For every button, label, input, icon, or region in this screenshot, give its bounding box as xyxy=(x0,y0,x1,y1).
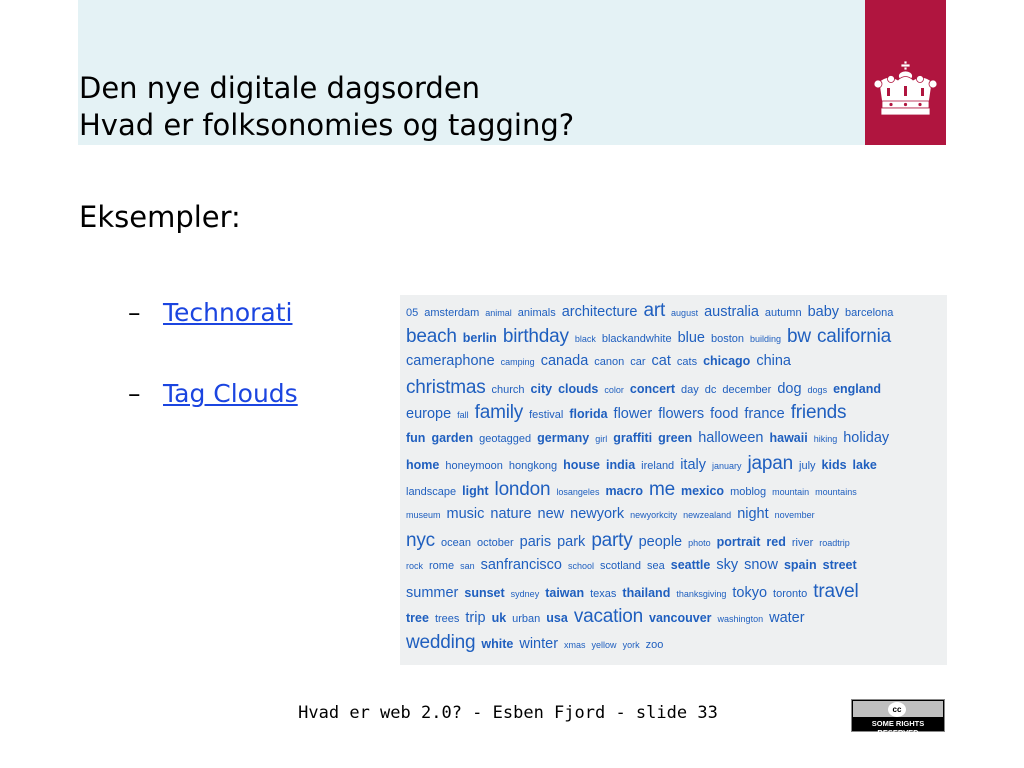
tag-item: travel xyxy=(813,580,859,602)
tag-item: street xyxy=(822,558,857,572)
tag-item: dogs xyxy=(807,384,828,395)
tag-item: river xyxy=(791,536,814,549)
tag-item: england xyxy=(833,381,881,396)
tag-item: tokyo xyxy=(732,584,768,601)
tag-item: macro xyxy=(605,483,643,498)
tag-item: home xyxy=(406,458,440,472)
tag-item: friends xyxy=(790,402,847,423)
tag-item: beach xyxy=(406,325,457,347)
tag-item: newyork xyxy=(570,506,625,522)
tag-item: vacation xyxy=(573,606,644,627)
tag-item: flowers xyxy=(658,406,705,422)
tag-item: texas xyxy=(590,587,617,600)
tag-item: car xyxy=(630,356,646,368)
tag-cloud-row xyxy=(406,502,943,528)
tag-item: architecture xyxy=(561,304,638,320)
tag-item: concert xyxy=(629,381,676,396)
tag-item: fall xyxy=(457,410,469,420)
tag-item: city xyxy=(530,381,553,396)
tag-item: me xyxy=(648,478,675,500)
tag-item: boston xyxy=(710,332,745,345)
tag-item: cameraphone xyxy=(406,353,495,369)
tag-cloud-row xyxy=(406,604,943,630)
tag-item: canada xyxy=(540,353,589,369)
tag-item: black xyxy=(574,333,596,344)
tag-item: vancouver xyxy=(649,611,712,625)
tag-item: chicago xyxy=(703,354,751,368)
tag-item: snow xyxy=(744,557,778,573)
tag-item: sunset xyxy=(464,585,505,600)
tag-cloud-image xyxy=(400,295,947,665)
tag-item: lake xyxy=(852,458,877,472)
tag-item: autumn xyxy=(764,307,802,319)
tag-item: xmas xyxy=(564,639,586,650)
tag-item: washington xyxy=(717,614,764,624)
tag-item: thailand xyxy=(622,585,671,600)
tag-item: ireland xyxy=(641,460,675,472)
tag-item: california xyxy=(816,325,891,347)
tag-item: food xyxy=(710,406,739,422)
title-line-2: Hvad er folksonomies og tagging? xyxy=(79,108,575,142)
bullet-tag-clouds xyxy=(128,379,298,412)
tag-item: light xyxy=(462,483,489,498)
tag-item: august xyxy=(671,308,699,318)
license-text: SOME RIGHTS RESERVED xyxy=(871,719,925,737)
tag-item: mountains xyxy=(815,486,857,497)
tag-item: animal xyxy=(485,308,512,318)
tag-item: sea xyxy=(647,560,665,572)
tag-item: toronto xyxy=(773,587,808,600)
tag-item: christmas xyxy=(406,376,486,398)
tag-cloud-row xyxy=(406,553,943,579)
tag-item: germany xyxy=(537,430,590,445)
tag-item: spain xyxy=(783,558,817,572)
tag-item: people xyxy=(638,533,683,550)
tag-item: house xyxy=(563,458,600,472)
tag-item: kids xyxy=(821,458,847,472)
tag-cloud-row xyxy=(406,426,943,452)
tag-item: newyorkcity xyxy=(630,510,678,520)
tag-item: tree xyxy=(406,611,429,625)
tag-item: trip xyxy=(465,610,486,626)
tag-item: trees xyxy=(434,613,460,625)
tag-item: mountain xyxy=(772,486,810,497)
tag-item: color xyxy=(604,384,624,395)
tag-item: party xyxy=(591,529,633,551)
tag-item: blackandwhite xyxy=(601,332,672,345)
creative-commons-icon: cc xyxy=(888,702,906,717)
tag-item: usa xyxy=(546,611,568,625)
tag-item: animals xyxy=(517,307,556,319)
tag-item: san xyxy=(460,561,475,571)
crown-icon xyxy=(865,0,946,145)
tag-item: thanksgiving xyxy=(676,588,727,599)
tag-item: berlin xyxy=(462,330,497,345)
tag-item: york xyxy=(622,639,640,650)
tag-item: sydney xyxy=(510,588,540,599)
tag-item: festival xyxy=(529,409,564,421)
tag-item: cats xyxy=(676,356,698,368)
tag-item: canon xyxy=(594,356,625,368)
bullet-list xyxy=(128,298,298,460)
tag-item: france xyxy=(744,406,785,422)
tag-item: hawaii xyxy=(769,430,808,445)
tag-item: landscape xyxy=(406,485,457,498)
tag-item: nyc xyxy=(406,529,435,551)
tag-item: china xyxy=(756,353,791,369)
tag-item: halloween xyxy=(698,429,764,446)
tag-item: japan xyxy=(747,453,794,474)
tag-item: florida xyxy=(569,407,608,421)
bullet-technorati xyxy=(128,298,298,331)
tag-item: water xyxy=(769,610,805,626)
bullet-dash: – xyxy=(128,298,141,327)
tag-item: sanfrancisco xyxy=(480,557,562,573)
tag-item: amsterdam xyxy=(424,307,480,319)
tag-item: europe xyxy=(406,406,452,422)
tag-item: bw xyxy=(787,325,811,347)
tag-item: holiday xyxy=(843,429,890,446)
royal-crest-logo xyxy=(865,0,946,145)
tag-item: winter xyxy=(519,635,559,652)
tag-item: birthday xyxy=(502,325,569,347)
tag-item: building xyxy=(750,333,782,344)
tag-item: sky xyxy=(716,557,739,573)
tag-item: 05 xyxy=(406,307,419,319)
tag-item: graffiti xyxy=(613,430,653,445)
tag-item: baby xyxy=(807,304,840,320)
tag-item: cat xyxy=(651,353,671,369)
tag-item: december xyxy=(722,383,772,396)
tag-item: blue xyxy=(677,329,705,346)
tag-item: park xyxy=(557,533,586,550)
tag-item: photo xyxy=(688,537,711,548)
tag-item: rome xyxy=(429,560,455,572)
tag-cloud-row xyxy=(406,477,943,503)
tag-item: uk xyxy=(491,611,507,625)
slide-title xyxy=(79,70,574,144)
tag-item: november xyxy=(774,510,815,520)
tag-item: clouds xyxy=(558,381,599,396)
tag-cloud-row xyxy=(406,375,943,401)
tag-cloud-row xyxy=(406,349,943,375)
slide-footer: Hvad er web 2.0? - Esben Fjord - slide 33 xyxy=(298,703,718,723)
tag-item: dc xyxy=(704,383,717,396)
tag-item: fun xyxy=(406,430,426,445)
tag-item: roadtrip xyxy=(819,537,850,548)
tag-item: wedding xyxy=(406,631,476,653)
tag-item: hiking xyxy=(813,433,838,444)
tag-item: school xyxy=(568,561,595,571)
tag-item: garden xyxy=(431,430,474,445)
tag-cloud-row xyxy=(406,528,943,554)
tag-item: mexico xyxy=(680,483,725,498)
tag-cloud-row xyxy=(406,298,943,324)
tag-item: family xyxy=(474,402,524,423)
tag-item: museum xyxy=(406,510,441,520)
tag-item: barcelona xyxy=(845,307,894,319)
tag-item: january xyxy=(711,461,742,471)
tag-item: july xyxy=(799,460,816,472)
tag-item: dog xyxy=(777,380,802,397)
tag-item: white xyxy=(481,636,514,651)
technorati-link[interactable]: Technorati xyxy=(163,298,293,327)
tag-item: seattle xyxy=(670,558,711,572)
tag-item: italy xyxy=(680,457,706,473)
tag-cloud-row xyxy=(406,324,943,350)
tag-item: portrait xyxy=(716,534,761,549)
tag-item: urban xyxy=(512,613,541,625)
tag-item: london xyxy=(494,478,551,500)
tag-cloud-row xyxy=(406,451,943,477)
tag-item: hongkong xyxy=(508,460,558,472)
tag-item: october xyxy=(476,536,514,549)
tag-item: australia xyxy=(704,304,759,320)
tag-cloud-row xyxy=(406,579,943,605)
tag-item: day xyxy=(681,383,699,396)
tag-clouds-link[interactable]: Tag Clouds xyxy=(163,379,298,408)
tag-item: church xyxy=(491,383,525,396)
tag-item: zoo xyxy=(645,638,664,651)
tag-item: moblog xyxy=(730,485,767,498)
tag-item: scotland xyxy=(600,560,641,572)
examples-heading: Eksempler: xyxy=(79,200,241,234)
tag-item: nature xyxy=(490,506,532,522)
bullet-dash: – xyxy=(128,379,141,408)
tag-cloud-row xyxy=(406,630,943,656)
tag-item: rock xyxy=(406,561,424,571)
tag-item: ocean xyxy=(440,536,471,549)
tag-item: flower xyxy=(613,406,653,422)
tag-item: honeymoon xyxy=(445,460,503,472)
tag-item: losangeles xyxy=(556,486,600,497)
tag-item: paris xyxy=(519,533,552,550)
creative-commons-badge[interactable] xyxy=(851,699,945,737)
title-line-1: Den nye digitale dagsorden xyxy=(79,71,481,105)
tag-item: red xyxy=(766,534,786,549)
tag-item: music xyxy=(446,506,485,522)
tag-item: art xyxy=(643,300,666,321)
tag-item: geotagged xyxy=(479,432,532,445)
tag-item: night xyxy=(737,506,769,522)
tag-item: camping xyxy=(500,357,535,367)
tag-item: girl xyxy=(595,433,608,444)
tag-item: yellow xyxy=(591,639,617,650)
tag-item: india xyxy=(605,458,636,472)
tag-item: taiwan xyxy=(545,585,585,600)
tag-item: summer xyxy=(406,584,459,601)
tag-item: green xyxy=(658,430,693,445)
tag-item: new xyxy=(537,506,565,522)
tag-item: newzealand xyxy=(683,510,732,520)
tag-cloud-row xyxy=(406,400,943,426)
